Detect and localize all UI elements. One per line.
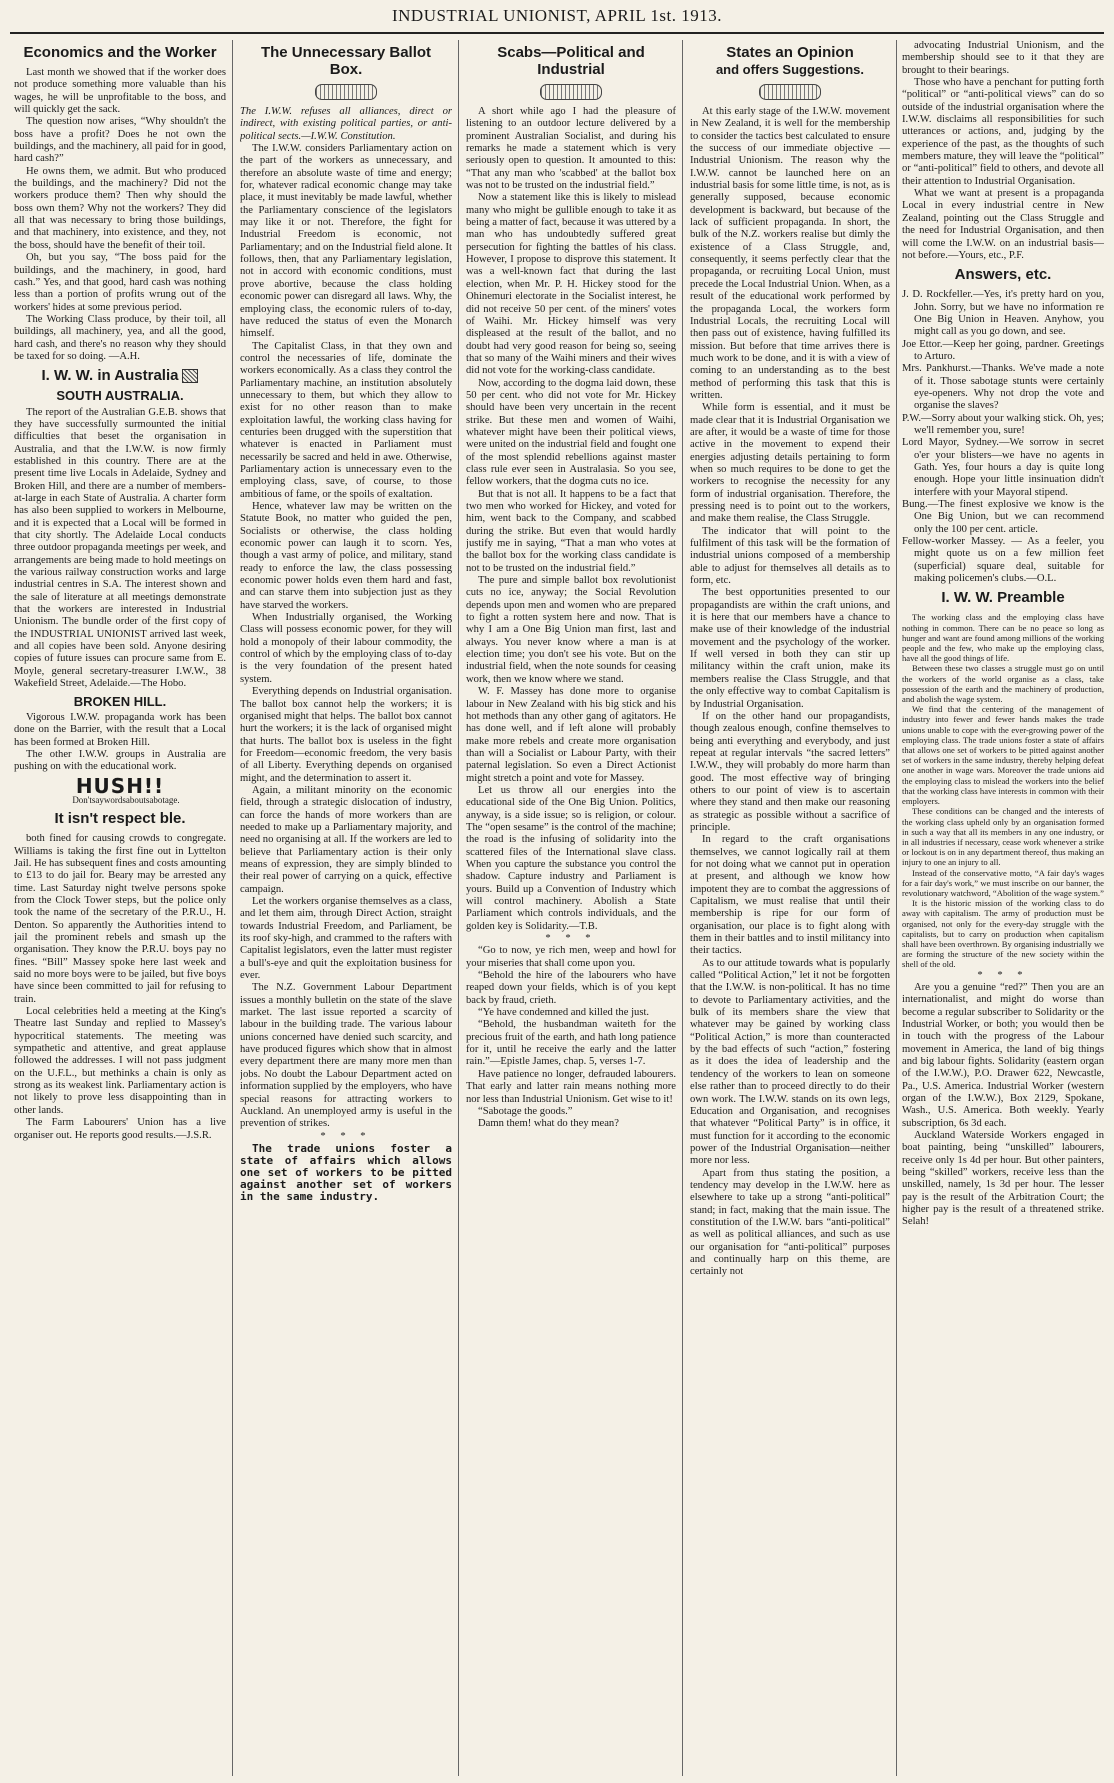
paragraph: The question now arises, “Why shouldn't the boss have a profit? Does he not own the buildings, and the machinery, all paid for in good, hard cash?” (14, 116, 226, 165)
answer-item: J. D. Rockfeller.—Yes, it's pretty hard on you, John. Sorry, but we have no information re One Big Union in Heaven. Anyhow, you might call as you go down, and see. (902, 289, 1104, 338)
separator-stars: * * * (320, 1130, 372, 1142)
preamble-paragraph: Between these two classes a struggle must go on until the workers of the world organise as a class, take possession of the earth and the machinery of production, and abolish the wage system. (902, 663, 1104, 705)
paragraph: Hence, whatever law may be written on the Statute Book, no matter who guided the pen, Socialists or otherwise, the class holding economic power can laugh it to scorn. Yes, though a vast army of police, and military, stand ready to enforce the law, the class possessing economic power holds even them hard and fast, and can starve them into subjection just as they have starved the workers. (240, 501, 452, 611)
paragraph: Those who have a penchant for putting forth “political” or “anti-political views” can do so outside of the industrial organisation where the I.W.W. disclaims all responsibilities for such utterances or actions, and, judging by the experience of the past, as the thoughts of such members mature, they will leave the “political” or “anti-political” field to others, and devote all their attention to Industrial Organisation. (902, 77, 1104, 187)
article-title-economics: Economics and the Worker (23, 44, 217, 61)
paragraph: Last month we showed that if the worker does not produce something more valuable than his wages, he will be unprofitable to the boss, and will quickly get the sack. (14, 67, 226, 116)
paragraph: both fined for causing crowds to congregate. Williams is taking the first fine out in Lyttelton Jail. He has subsequent fines and costs amounting to £13 to do jail for. Beary may be arrested any time. Last Saturday night twelve persons spoke from the Clock Tower steps, but the police only took the name of the secretary of the P.R.U., H. Denton. So apparently the Authorities intend to jail the prominent rebels and smash up the organisation. They know the P.R.U. boys pay no fines. “Bill” Massey spoke here last week and said no more boys were to be jailed, but five boys have since been committed to jail for refusing to train. (14, 833, 226, 1005)
answers-list (902, 289, 1104, 585)
paragraph: While form is essential, and it must be made clear that it is Industrial Organisation we are after, it would be a waste of time for those active in the movement to expend their energies adjusting details pertaining to form when so much requires to be done to get the workers to recognise the necessity for any form of industrial organisation. Therefore, the pressing need is to point out to the workers, and make them realise, the Class Struggle. (690, 402, 890, 525)
answer-item: Mrs. Pankhurst.—Thanks. We've made a note of it. Those sabotage stunts were certainly eye-openers. Why not drop the vote and organise the slaves? (902, 363, 1104, 412)
column-2 (240, 40, 452, 1776)
south-australia-body (14, 407, 226, 691)
paragraph: The indicator that will point to the fulfilment of this task will be the formation of industrial unions composed of a membership able to adjust for themselves all details as to form, etc. (690, 525, 890, 587)
masthead: INDUSTRIAL UNIONIST, APRIL 1st. 1913. (391, 6, 722, 25)
paragraph: The Capitalist Class, in that they own and control the necessaries of life, dominate the workers economically. As a class they control the Parliamentary machine, an institution absolutely unnecessary to them, but which they allow to exist for no other reason than to make exploitation lawful, the working class having for centuries been drugged with the superstition that whatever is enacted in Parliament must necessarily be sacred and held in awe. Otherwise, Parliamentary action is unnecessary even to the employing class, save, of course, to those ambitious of fame, or the spoils of exaltation. (240, 340, 452, 500)
paragraph: In regard to the craft organisations themselves, we cannot logically rail at them for not doing what we cannot put in operation at present, and although we know how impotent they are to combat the aggressions of Capitalism, we must realise that until their membership is ripe for our form of organisation, our place is to fight along with them in their battles and to instil militancy into their tactics. (690, 834, 890, 957)
paragraph: A short while ago I had the pleasure of listening to an outdoor lecture delivered by a prominent Australian Socialist, and during his remarks he made a statement which is very seriously open to question. It amounted to this: “That any man who 'scabbed' at the ballot box was not to be trusted on the industrial field.” (466, 106, 676, 192)
paragraph: The report of the Australian G.E.B. shows that they have successfully surmounted the initial difficulties that beset the organisation in Australia, and that the I.W.W. is now firmly established in this country. There are at the present time live Locals in Adelaide, Sydney and Broken Hill, and there are a number of members-at-large in each State of Australia. A charter form has also been supplied to workers in Melbourne, and it is expected that a Local will be formed in that city shortly. The Adelaide Local conducts three outdoor propaganda meetings per week, and arrangements are being made to hold meetings on the various railway construction works and large industrial centres in S.A. The interest shown and the sale of literature at all meetings demonstrate that the workers are interested in Industrial Unionism. The bundle order of the first copy of the INDUSTRIAL UNIONIST arrived last week, and all copies have been sold. Anyone desiring copies of future issues can procure same from E. Moyle, general secretary-treasurer I.W.W., 38 Wakefield Street, Adelaide.—The Hobo. (14, 406, 226, 690)
article-title-iww-australia: I. W. W. in Australia (14, 367, 226, 384)
separator-stars: * * * (545, 933, 597, 945)
paragraph: The best opportunities presented to our propagandists are within the craft unions, and it is here that our members have a chance to make use of their knowledge of the industrial movement and the psychology of the worker. If well versed in both they can stir up militancy within the craft union, make its members realise the Class Struggle, and that the only effective way to combat Capitalism is by Industrial Organisation. (690, 587, 890, 710)
ornament-icon (759, 84, 821, 100)
paragraph: Let the workers organise themselves as a class, and let them aim, through Direct Action, straight towards Industrial Freedom, and Parliament, be its roof sky-high, and crammed to the rafters with Capitalist legislators, even the latter must register a bull's-eye and quit the exploitation business for ever. (240, 896, 452, 982)
subscription-body (902, 982, 1104, 1229)
paragraph: If on the other hand our propagandists, though zealous enough, confine themselves to being anti everything and everybody, and just repeat at regular intervals “the sacred letters” I.W.W., they will probably do more harm than good. The most effective way of bringing others to our point of view is to ascertain where they stand and then make our reasoning as strategic as possible without a sacrifice of principle. (690, 710, 890, 833)
paragraph: What we want at present is a propaganda Local in every industrial centre in New Zealand, pointing out the Class Struggle and the need for Industrial Organisation, and then will come the I.W.W. on an industrial basis—not before.—Yours, etc., P.F. (902, 188, 1104, 261)
ornament-icon (540, 84, 602, 100)
article-title-states-opinion: States an Opinion and offers Suggestions. (715, 44, 865, 77)
column-3 (466, 40, 676, 1776)
preamble-paragraph: These conditions can be changed and the interests of the working class upheld only by an organisation formed in such a way that all its members in any one industry, or in all industries if necessary, cease work whenever a strike or lockout is on in any department thereof, thus making an injury to one an injury to all. (902, 806, 1104, 868)
lyttelton-body (14, 833, 226, 1142)
article-title-scabs: Scabs—Political and Industrial (497, 44, 645, 78)
states-opinion-body (690, 106, 890, 1279)
paragraph: Vigorous I.W.W. propaganda work has been done on the Barrier, with the result that a Local has been formed at Broken Hill. (14, 711, 226, 748)
preamble-body (902, 612, 1104, 969)
epistle-body (466, 945, 676, 1130)
paragraph: “Sabotage the goods.” (478, 1105, 573, 1117)
opinion-continued (902, 40, 1104, 262)
masthead-rule (10, 32, 1104, 34)
paragraph: He owns them, we admit. But who produced the buildings, and the machinery? Did not the workers produce them? Then why should the boss own them? Why not the workers? They did all that was necessary to bring those buildings, and that machinery, into existence, and they, not the boss, should have the benefit of their toil. (14, 165, 226, 251)
subhead-broken-hill: BROKEN HILL. (73, 693, 167, 709)
preamble-paragraph: It is the historic mission of the working class to do away with capitalism. The army of production must be organised, not only for the every-day struggle with the capitalists, but to carry on production when capitalism shall have been overthrown. By organising industrially we are forming the structure of the new society within the shell of the old. (902, 898, 1104, 970)
ballot-box-body (240, 143, 452, 1131)
answer-item: P.W.—Sorry about your walking stick. Oh, yes; we'll remember you, sure! (902, 412, 1104, 436)
answer-item: Lord Mayor, Sydney.—We sorrow in secret o'er your blisters—we have no agents in Gath. Yes, four hours a day is quite long enough. Hope your little insinuation didn't interfere with your Mayoral stipend. (902, 437, 1104, 498)
economics-body (14, 67, 226, 363)
paragraph: Now a statement like this is likely to mislead many who might be gullible enough to take it as being a matter of fact, because it was uttered by a man who has undoubtedly suffered great persecution for fighting the battles of his class. However, I propose to disprove this statement. It was a well-known fact that during the last election, when Mr. P. H. Hickey stood for the Ohinemuri electorate in the Socialist interest, he did not receive 50 per cent. of the miners' votes of Waihi. Mr. Hickey himself was very displeased at the result of the ballot, and no doubt had very good reason for being so, seeing that so many of the Waihi miners and their wives did not vote for the working-class candidate. (466, 192, 676, 377)
paragraph: “Behold, the husbandman waiteth for the precious fruit of the earth, and hath long patience for it, until he receive the early and the latter rain.”—Epistle James, chap. 5, verses 1-7. (466, 1019, 676, 1068)
paragraph: Now, according to the dogma laid down, these 50 per cent. who did not vote for Mr. Hickey should have been very uncertain in the recent strike. But these men and women of Waihi, whatever might have been their political views, were united on the industrial field and fought one of the most splendid rebellions against master class rule ever seen in Australasia. So you see, fellow workers, that the dogma cuts no ice. (466, 377, 676, 488)
paragraph: “Go to now, ye rich men, weep and howl for your miseries that shall come upon you. (466, 945, 676, 969)
answer-item: Bung.—The finest explosive we know is the One Big Union, but we can recommend only the 100 per cent. article. (902, 499, 1104, 535)
trade-unions-box: The trade unions foster a state of affairs which allows one set of workers to be pitted against another set of workers in the same industry. (240, 1141, 452, 1203)
paragraph: The other I.W.W. groups in Australia are pushing on with the educational work. (14, 748, 226, 773)
paragraph: Damn them! what do they mean? (478, 1118, 619, 1130)
preamble-paragraph: The working class and the employing class have nothing in common. There can be no peace so long as hunger and want are found among millions of the working people and the few, who make up the employing class, have all the good things of life. (902, 612, 1104, 664)
column-5 (902, 40, 1104, 1776)
column-rule-1 (232, 40, 233, 1776)
paragraph: At this early stage of the I.W.W. movement in New Zealand, it is well for the membership to consider the tactics best calculated to ensure the success of our immediate objective — Industrial Unionism. The reason why the I.W.W. cannot be launched here on an industrial basis for some little time, is not, as is generally supposed, because economic development is backward, but because of the lack of sufficient propaganda. In short, the bulk of the N.Z. workers realise but dimly the existence of a Class Struggle, and, consequently, it seems perfectly clear that the propaganda, or recruiting Local Union, must precede the Local Industrial Union. When, as a result of the educational work performed by the propaganda Local, the workers form Industrial Locals, the recruiting Local will then pass out of existence, having fulfilled its mission. But before that time arrives there is much work to be done, and it is with a view of coming to an understanding as to the best method of performing this task that this is written. (690, 106, 890, 401)
epigraph: The I.W.W. refuses all alliances, direct or indirect, with existing political parties, or anti-political sects.—I.W.W. Constitution. (240, 106, 452, 142)
column-1 (14, 40, 226, 1776)
paragraph: As to our attitude towards what is popularly called “Political Action,” let it not be forgotten that the I.W.W. is non-political. It has no time to devote to Parliamentary activities, and the bulk of its members share the view that whatever may be gained by working class “Political Action,” is more than counteracted by the bad effects of such “action,” fostering as it does the idea of leadership and the tendency of the workers to lean on someone else rather than to proceed directly to do their own work. The I.W.W. stands on its own legs, Education and Organisation, and recognises that whatever “Political Party” is in office, it must function for it according to the economic power of the Industrial Organisation—neither more nor less. (690, 957, 890, 1167)
column-4 (690, 40, 890, 1776)
paragraph: W. F. Massey has done more to organise labour in New Zealand with his big stick and his hot methods than any other gang of agitators. He has done well, and if left alone will probably make more rebels and create more organisation than will a Socialist or Labour Party, with their paternal legislation. So even a Direct Actionist might stretch a point and vote for Massey. (466, 686, 676, 784)
paragraph: “Ye have condemned and killed the just. (478, 1007, 650, 1019)
preamble-paragraph: Instead of the conservative motto, “A fair day's wages for a fair day's work,” we must inscribe on our banner, the revolutionary watchword, “Abolition of the wage system.” (902, 867, 1104, 898)
paragraph: “Behold the hire of the labourers who have reaped down your fields, which is of you kept back by fraud, crieth. (466, 970, 676, 1006)
paragraph: Let us throw all our energies into the educational side of the One Big Union. Politics, anyway, is a side issue; so is religion, or colour. The “open sesame” is the control of the machine; the road is the infusing of solidarity into the scattered files of the International slave class. When you capture the substance you control the shadow. Capture industry and Parliament is yours. Build up a Convention of Industry which will control machinery. Abolish a State Parliament which controls individuals, and the golden key is Solidarity.—T.B. (466, 784, 676, 932)
hush-heading: HUSH!! (75, 773, 165, 798)
paragraph: The Working Class produce, by their toil, all buildings, all machinery, yea, and all the good, hard cash, and there's no reason why they should be taxed for so doing. —A.H. (14, 313, 226, 362)
article-title-ballot-box: The Unnecessary Ballot Box. (260, 44, 432, 78)
paragraph: Are you a genuine “red?” Then you are an internationalist, and might do worse than become a regular subscriber to Solidarity or the Industrial Worker, or both; you would then be in touch with the progress of the Labour movement in America, the land of big things and big labour fights. Solidarity (eastern organ of the I.W.W.), P.O. Drawer 622, Newcastle, Pa., U.S. America. Industrial Worker (western organ of the I.W.W.), Box 2129, Spokane, Wash., U.S. America. Both weekly. Yearly subscription, 6s 3d each. (902, 981, 1104, 1129)
answer-item: Joe Ettor.—Keep her going, pardner. Greetings to Arturo. (902, 338, 1104, 362)
paragraph: Again, a militant minority on the economic field, through a strategic dislocation of industry, can force the hands of more workers than are needed to make up a Parliamentary majority, and need no organising at all. If the workers are led to believe that Parliamentary action is their only means of expression, they are simply blinded to their real power of carrying on a quick, effective campaign. (240, 784, 452, 895)
preamble-paragraph: We find that the centering of the management of industry into fewer and fewer hands makes the trade unions unable to cope with the ever-growing power of the employing class. The trade unions foster a state of affairs that allows one set of workers to be pitted against another set of workers in the same industry, thereby helping defeat one another in wage wars. Moreover the trade unions aid the employing class to mislead the workers into the belief that the working class have interests in common with their employers. (902, 704, 1104, 807)
column-rule-3 (682, 40, 683, 1776)
ornament-icon (182, 369, 198, 383)
preamble-title: I. W. W. Preamble (941, 589, 1065, 607)
paragraph: Oh, but you say, “The boss paid for the buildings, and the machinery, in good, hard cash.” Yes, and that good, hard cash was nothing less than a portion of profits wrung out of the workers' hides at some previous period. (14, 252, 226, 313)
answers-title: Answers, etc. (954, 266, 1052, 284)
paragraph: Auckland Waterside Workers engaged in boat painting, being “unskilled” labourers, receive only 1s 4d per hour. But other painters, being “skilled” workers, receive less than the unskilled, namely, 1s 3d per hour. The lesser pay is the result of the Arbitration Court; the higher pay is the result of a threatened strike. Selah! (902, 1130, 1104, 1228)
ornament-icon (315, 84, 377, 100)
subhead-south-australia: SOUTH AUSTRALIA. (56, 388, 184, 404)
paragraph: advocating Industrial Unionism, and the membership should see to it that they are brought to their bearings. (902, 40, 1104, 76)
answer-item: Fellow-worker Massey. — As a feeler, you might quote us on a few million feet (superficial) square deal, suitable for making policemen's clubs.—O.L. (902, 536, 1104, 585)
separator-stars: * * * (977, 969, 1029, 981)
paragraph: Local celebrities held a meeting at the King's Theatre last Sunday and replied to Massey's hypocritical statements. The meeting was sympathetic and attentive, and great applause followed the addresses. I will not pass judgment on the U.F.L., but methinks a chain is only as strong as its weakest link. Parliamentary action is not likely to prove less disappointing than in other lands. (14, 1006, 226, 1116)
paragraph: Apart from thus stating the position, a tendency may develop in the I.W.W. here as elsewhere to take up a strong “anti-political” stand; in fact, making that the main issue. The constitution of the I.W.W. bars “anti-political” as well as political alliances, and such as use our organisation for “anti-political” purposes and continually harp on this theme, are certainly not (690, 1167, 890, 1278)
paragraph: Everything depends on Industrial organisation. The ballot box cannot help the workers; it is organised might that helps. The ballot box cannot hurt the workers; it is the lack of organised might that hurts. The ballot box is useless in the fight for Freedom—economic freedom, the very basis of all Liberty. Everything depends on organised might, and the determination to assert it. (240, 686, 452, 784)
scabs-body (466, 106, 676, 933)
respectable-heading: It isn't respect ble. (54, 810, 186, 828)
column-rule-2 (458, 40, 459, 1776)
paragraph: When Industrially organised, the Working Class will possess economic power, for they will hold a monopoly of their labour commodity, the control of which by the employing class of to-day is the very foundation of the present hated system. (240, 612, 452, 685)
paragraph: Have patience no longer, defrauded labourers. That early and latter rain means nothing more nor less than Industrial Unionism. Get wise to it! (466, 1068, 676, 1105)
column-rule-4 (896, 40, 897, 1776)
paragraph: The Farm Labourers' Union has a live organiser out. He reports good results.—J.S.R. (14, 1117, 226, 1141)
hush-subline: Don'tsaywordsaboutsabotage. (72, 794, 180, 805)
paragraph: The pure and simple ballot box revolutionist cuts no ice, anyway; the Social Revolution depends upon men and women who are prepared to fight a rotten system here and now. That is why I am a One Big Union man first, last and always. You never know where a man is at election time; you don't see his vote. But on the industrial field, when the note sounds for ceasing work, then we know where we stand. (466, 575, 676, 685)
paragraph: But that is not all. It happens to be a fact that two men who worked for Hickey, and voted for him, went back to the Company, and scabbed during the strike. But even that would hardly justify me in saying, “That a man who votes at the ballot box for the working class candidate is not to be trusted on the industrial field.” (466, 488, 676, 574)
paragraph: The N.Z. Government Labour Department issues a monthly bulletin on the state of the slave market. The last issue reported a scarcity of labour in the building trade. The various labour unions concerned have denied such scarcity, and have produced figures which show that in almost every department there are many more men than jobs. No doubt the Labour Department acted on information supplied by the employers, who have special reasons for attracting workers to Auckland. An unemployed army is useful in the prevention of strikes. (240, 982, 452, 1130)
broken-hill-body (14, 712, 226, 774)
paragraph: The I.W.W. considers Parliamentary action on the part of the workers as unnecessary, and therefore an absolute waste of time and energy; for, whatever radical economic change may take place, it must inevitably be made lawful, whether the Parliamentary conscience of the legislators may like it or not. Therefore, the fight for Industrial Freedom is economic, not Parliamentary; and on the Industrial field alone. It follows, then, that any Parliamentary legislation, not in accord with economic conditions, must prove abortive, because the class holding economic power can disregard all laws. Why, the employing class, the economic rulers of to-day, have reduced the status of even the Monarch himself. (240, 143, 452, 340)
